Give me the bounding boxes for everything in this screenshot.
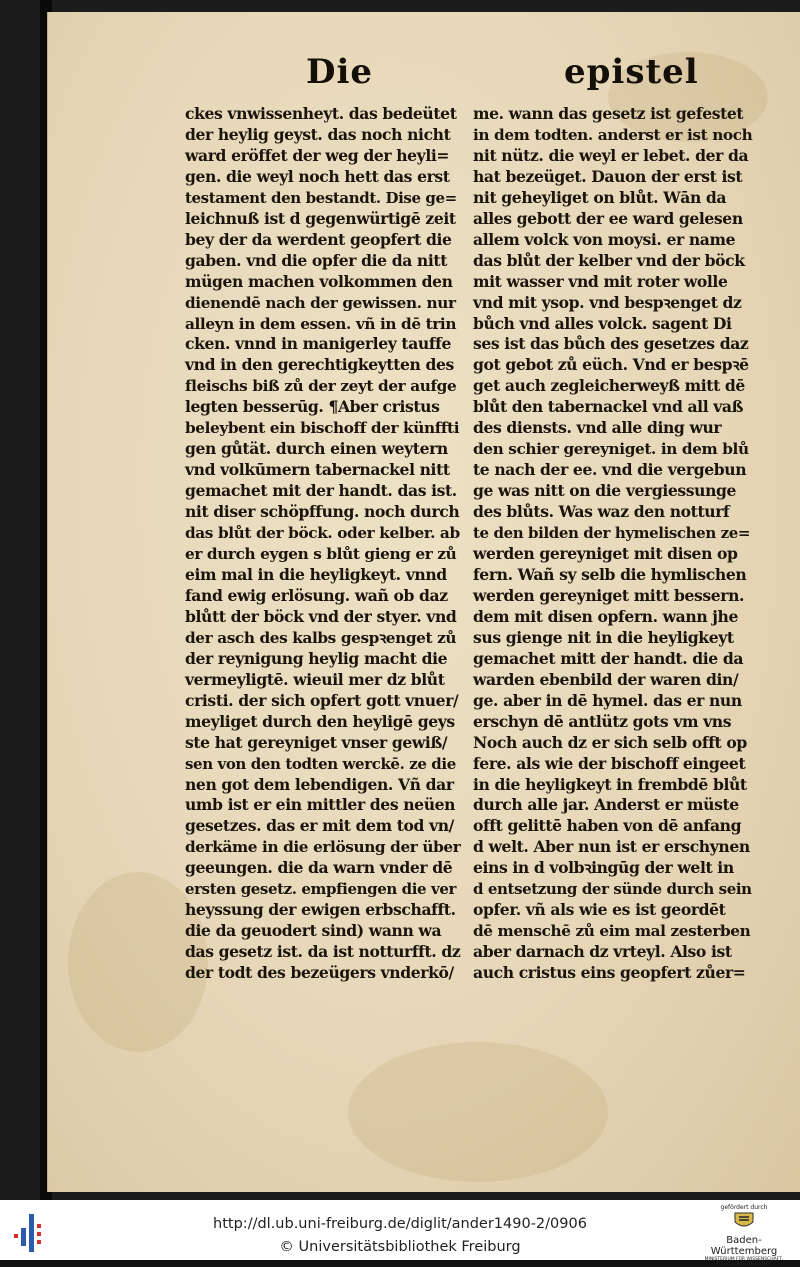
text-line: mügen machen volkommen den bbox=[185, 271, 453, 291]
text-line: Noch auch dz er sich selb offt op bbox=[473, 732, 747, 752]
text-line: cken. vnnd in manigerley tauffe bbox=[185, 334, 451, 354]
text-line: ckes vnwissenheyt. das bedeütet bbox=[185, 104, 457, 123]
text-line: vnd in den gerechtigkeytten des bbox=[185, 355, 454, 375]
text-line: blůtt der böck vnd der styer. vnd bbox=[185, 606, 457, 626]
text-line: in die heyligkeyt in frembdē blůt bbox=[473, 774, 747, 794]
text-line: nen got dem lebendigen. Vñ dar bbox=[185, 774, 454, 794]
text-line: fand ewig erlösung. wañ ob daz bbox=[185, 585, 448, 605]
text-line: opfer. vñ als wie es ist geordēt bbox=[473, 900, 726, 920]
sponsor-block bbox=[696, 1204, 792, 1267]
text-line: nit nütz. die weyl er lebet. der da bbox=[473, 145, 749, 165]
text-line: d welt. Aber nun ist er erschynen bbox=[473, 837, 750, 857]
text-line: d entsetzung der sünde durch sein bbox=[473, 880, 752, 899]
text-line: ses ist das bůch des gesetzes daz bbox=[473, 334, 749, 354]
text-line: ge was nitt on die vergiessunge bbox=[473, 481, 737, 501]
text-line: cristi. der sich opfert gott vnuer/ bbox=[185, 690, 459, 710]
text-line: beleybent ein bischoff der künffti bbox=[185, 419, 460, 438]
text-line: heyssung der ewigen erbschafft. bbox=[185, 900, 456, 920]
text-line: eim mal in die heyligkeyt. vnnd bbox=[185, 564, 447, 584]
text-line: dem mit disen opfern. wann jhe bbox=[473, 606, 738, 626]
text-line: vnd volkūmern tabernackel nitt bbox=[185, 460, 450, 480]
text-line: got gebot zů eüch. Vnd er bespꝛē bbox=[473, 355, 749, 375]
text-line: dē menschē zů eim mal zesterben bbox=[473, 922, 751, 941]
text-line: den schier gereyniget. in dem blů bbox=[473, 440, 749, 459]
text-line: ersten gesetz. empfiengen die ver bbox=[185, 880, 456, 899]
text-line: fere. als wie der bischoff eingeet bbox=[473, 753, 746, 773]
text-line: der asch des kalbs gespꝛenget zů bbox=[185, 628, 457, 647]
text-line: die da geuodert sind) wann wa bbox=[185, 921, 442, 941]
text-line: der heylig geyst. das noch nicht bbox=[185, 124, 451, 144]
text-line: testament den bestandt. Dise ge= bbox=[185, 188, 457, 207]
header-right-word: epistel bbox=[564, 52, 699, 92]
text-line: te nach der ee. vnd die vergebun bbox=[473, 460, 747, 480]
text-line: sus gienge nit in die heyligkeyt bbox=[473, 627, 734, 647]
text-line: aber darnach dz vrteyl. Also ist bbox=[473, 942, 732, 962]
text-line: ste hat gereyniget vnser gewiß/ bbox=[185, 732, 448, 752]
text-line: fern. Wañ sy selb die hymlischen bbox=[473, 564, 747, 584]
text-line: gemachet mit der handt. das ist. bbox=[185, 481, 457, 501]
text-line: das gesetz ist. da ist notturfft. dz bbox=[185, 942, 461, 962]
text-line: mit wasser vnd mit roter wolle bbox=[473, 271, 728, 291]
text-line: er durch eygen s blůt gieng er zů bbox=[185, 545, 457, 564]
text-line: alleyn in dem essen. vñ in dē trin bbox=[185, 314, 457, 333]
text-line: bey der da werdent geopfert die bbox=[185, 229, 452, 249]
text-line: ge. aber in dē hymel. das er nun bbox=[473, 690, 742, 710]
book-page bbox=[47, 12, 800, 1192]
text-line: dienendē nach der gewissen. nur bbox=[185, 293, 456, 312]
text-line: eins in d volbꝛingūg der welt in bbox=[473, 858, 734, 878]
text-column-right bbox=[473, 104, 753, 984]
text-line: hat bezeüget. Dauon der erst ist bbox=[473, 166, 743, 186]
text-line: bůch vnd alles volck. sagent Di bbox=[473, 313, 732, 333]
text-line: vnd mit ysop. vnd bespꝛenget dz bbox=[473, 292, 742, 312]
text-line: werden gereyniget mitt bessern. bbox=[473, 585, 745, 605]
text-column-left bbox=[185, 104, 460, 984]
sponsor-ministry: MINISTERIUM FÜR WISSENSCHAFT, FORSCHUNG UND KUNST bbox=[704, 1257, 784, 1267]
running-header bbox=[48, 52, 800, 112]
text-line: allem volck von moysi. er name bbox=[473, 229, 736, 249]
text-line: fleischs biß zů der zeyt der aufge bbox=[185, 377, 457, 396]
text-line: derkäme in die erlösung der über bbox=[185, 838, 461, 857]
text-line: get auch zegleicherweyß mitt dē bbox=[473, 376, 745, 396]
header-left-word: Die bbox=[306, 52, 374, 92]
text-line: nit geheyliget on blůt. Wān da bbox=[473, 187, 727, 207]
text-line: leichnuß ist d gegenwürtigē zeit bbox=[185, 208, 456, 228]
text-line: gesetzes. das er mit dem tod vn/ bbox=[185, 816, 454, 836]
text-line: umb ist er ein mittler des neüen bbox=[185, 795, 456, 815]
sponsor-caption: gefördert durch bbox=[720, 1204, 768, 1211]
text-line: alles gebott der ee ward gelesen bbox=[473, 208, 743, 228]
text-line: das blůt der böck. oder kelber. ab bbox=[185, 524, 460, 543]
text-line: offt gelittē haben von dē anfang bbox=[473, 816, 742, 836]
copyright-notice: © Universitätsbibliothek Freiburg bbox=[279, 1239, 521, 1255]
text-line: te den bilden der hymelischen ze= bbox=[473, 524, 751, 543]
text-line: legten besserūg. ¶Aber cristus bbox=[185, 397, 440, 417]
text-line: gen gůtät. durch einen weytern bbox=[185, 439, 448, 459]
text-line: gaben. vnd die opfer die da nitt bbox=[185, 250, 447, 270]
text-line: der reynigung heylig macht die bbox=[185, 648, 448, 668]
text-line: warden ebenbild der waren din/ bbox=[473, 669, 739, 689]
text-line: me. wann das gesetz ist gefestet bbox=[473, 104, 744, 123]
text-line: blůt den tabernackel vnd all vaß bbox=[473, 397, 744, 417]
text-line: gemachet mitt der handt. die da bbox=[473, 648, 744, 668]
coat-of-arms-icon bbox=[731, 1211, 757, 1231]
document-url[interactable]: http://dl.ub.uni-freiburg.de/diglit/ander1490-2/0906 bbox=[213, 1216, 587, 1232]
text-line: sen von den todten werckē. ze die bbox=[185, 754, 456, 773]
text-line: vermeyligtē. wieuil mer dz blůt bbox=[185, 669, 445, 689]
paper-stain bbox=[348, 1042, 608, 1182]
text-line: werden gereyniget mit disen op bbox=[473, 544, 738, 564]
text-line: in dem todten. anderst er ist noch bbox=[473, 125, 753, 144]
text-line: nit diser schöpffung. noch durch bbox=[185, 502, 460, 522]
text-line: geeungen. die da warn vnder dē bbox=[185, 858, 453, 878]
text-line: des blůts. Was waz den notturf bbox=[473, 502, 730, 522]
text-line: ward eröffet der weg der heyli= bbox=[185, 145, 450, 165]
text-line: erschyn dē antlütz gots vm vns bbox=[473, 711, 732, 731]
sponsor-name: Baden-Württemberg bbox=[710, 1235, 778, 1257]
text-line: der todt des bezeügers vnderkō/ bbox=[185, 963, 454, 983]
viewer-footer bbox=[0, 1200, 800, 1267]
text-line: auch cristus eins geopfert zůer= bbox=[473, 963, 746, 983]
text-line: durch alle jar. Anderst er müste bbox=[473, 795, 739, 815]
text-line: das blůt der kelber vnd der böck bbox=[473, 250, 745, 270]
text-line: meyliget durch den heyligē geys bbox=[185, 711, 455, 731]
text-line: des diensts. vnd alle ding wur bbox=[473, 418, 722, 438]
text-line: gen. die weyl noch hett das erst bbox=[185, 166, 450, 186]
